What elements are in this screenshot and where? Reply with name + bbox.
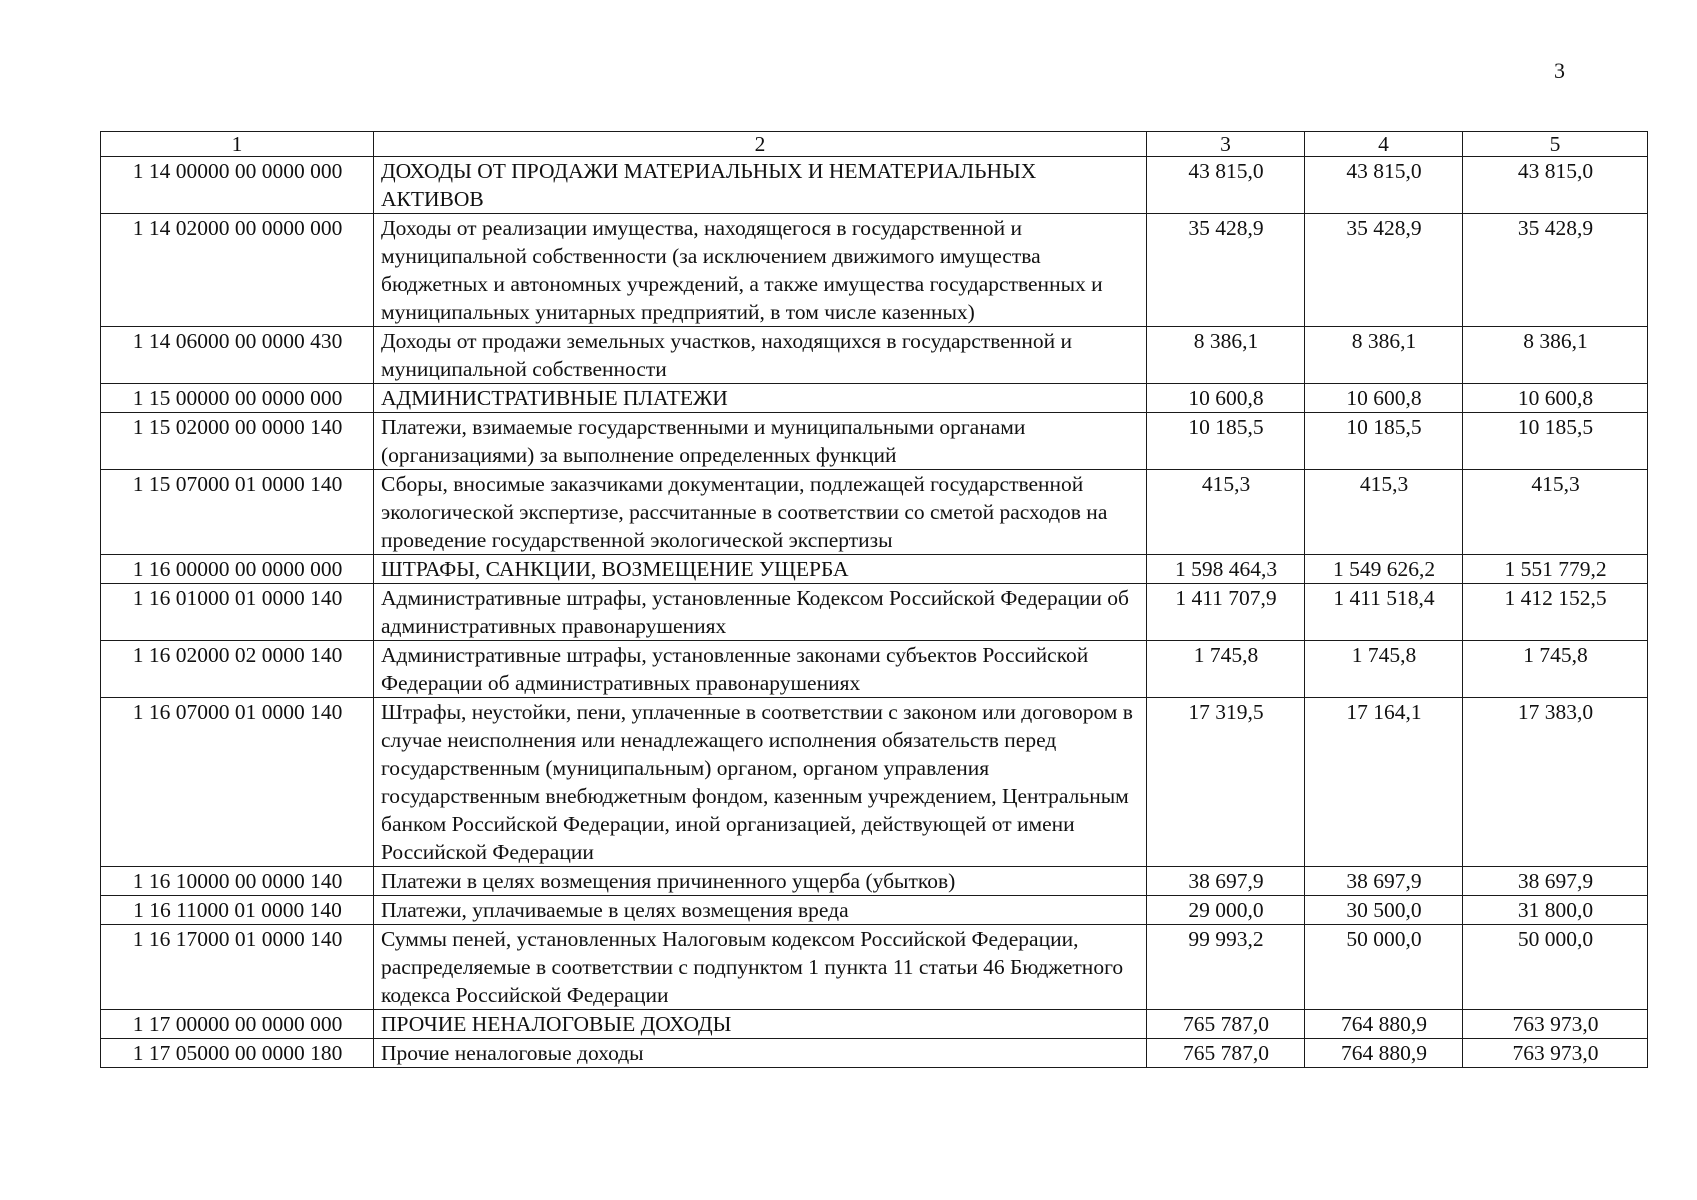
value-col-4-cell: 43 815,0 [1305, 157, 1463, 214]
table-row [101, 867, 1648, 896]
value-col-5-cell: 17 383,0 [1463, 698, 1648, 867]
value-col-3-cell: 10 600,8 [1147, 384, 1305, 413]
value-col-5-cell: 1 412 152,5 [1463, 584, 1648, 641]
value-col-4-cell: 1 745,8 [1305, 641, 1463, 698]
budget-code-cell: 1 14 00000 00 0000 000 [101, 157, 374, 214]
table-row [101, 1039, 1648, 1068]
value-col-4-cell: 10 185,5 [1305, 413, 1463, 470]
description-cell: АДМИНИСТРАТИВНЫЕ ПЛАТЕЖИ [374, 384, 1147, 413]
page-number: 3 [1554, 58, 1565, 83]
description-cell: Суммы пеней, установленных Налоговым кодексом Российской Федерации, распределяемые в соответствии с подпунктом 1 пункта 11 статьи 46 Бюджетного кодекса Российской Федерации [374, 925, 1147, 1010]
table-row [101, 896, 1648, 925]
value-col-4-cell: 30 500,0 [1305, 896, 1463, 925]
value-col-4-cell: 764 880,9 [1305, 1039, 1463, 1068]
value-col-4-cell: 10 600,8 [1305, 384, 1463, 413]
budget-code-cell: 1 16 10000 00 0000 140 [101, 867, 374, 896]
value-col-3-cell: 10 185,5 [1147, 413, 1305, 470]
budget-code-cell: 1 14 02000 00 0000 000 [101, 214, 374, 327]
value-col-5-cell: 8 386,1 [1463, 327, 1648, 384]
revenue-table [100, 131, 1648, 1068]
value-col-5-cell: 10 600,8 [1463, 384, 1648, 413]
description-cell: ДОХОДЫ ОТ ПРОДАЖИ МАТЕРИАЛЬНЫХ И НЕМАТЕРИАЛЬНЫХ АКТИВОВ [374, 157, 1147, 214]
value-col-4-cell: 17 164,1 [1305, 698, 1463, 867]
description-cell: ПРОЧИЕ НЕНАЛОГОВЫЕ ДОХОДЫ [374, 1010, 1147, 1039]
value-col-3-cell: 8 386,1 [1147, 327, 1305, 384]
budget-code-cell: 1 16 01000 01 0000 140 [101, 584, 374, 641]
value-col-5-cell: 10 185,5 [1463, 413, 1648, 470]
budget-code-cell: 1 16 07000 01 0000 140 [101, 698, 374, 867]
description-cell: Штрафы, неустойки, пени, уплаченные в соответствии с законом или договором в случае неисполнения или ненадлежащего исполнения обязательств перед государственным (муниципальным) органом, органом управления государственным внебюджетным фондом, казенным учреждением, Центральным банком Российской Федерации, иной организацией, действующей от имени Российской Федерации [374, 698, 1147, 867]
table-row [101, 214, 1648, 327]
value-col-4-cell: 415,3 [1305, 470, 1463, 555]
value-col-3-cell: 415,3 [1147, 470, 1305, 555]
value-col-3-cell: 38 697,9 [1147, 867, 1305, 896]
description-cell: Платежи, уплачиваемые в целях возмещения вреда [374, 896, 1147, 925]
value-col-5-cell: 38 697,9 [1463, 867, 1648, 896]
value-col-3-cell: 99 993,2 [1147, 925, 1305, 1010]
description-cell: Административные штрафы, установленные Кодексом Российской Федерации об административных правонарушениях [374, 584, 1147, 641]
header-row [101, 132, 1648, 157]
description-cell: Доходы от продажи земельных участков, находящихся в государственной и муниципальной собственности [374, 327, 1147, 384]
description-cell: Доходы от реализации имущества, находящегося в государственной и муниципальной собственности (за исключением движимого имущества бюджетных и автономных учреждений, а также имущества государственных и муниципальных унитарных предприятий, в том числе казенных) [374, 214, 1147, 327]
table-row [101, 384, 1648, 413]
description-cell: Административные штрафы, установленные законами субъектов Российской Федерации об административных правонарушениях [374, 641, 1147, 698]
budget-code-cell: 1 15 07000 01 0000 140 [101, 470, 374, 555]
value-col-5-cell: 50 000,0 [1463, 925, 1648, 1010]
table-row [101, 413, 1648, 470]
value-col-3-cell: 43 815,0 [1147, 157, 1305, 214]
table-row [101, 157, 1648, 214]
budget-code-cell: 1 15 02000 00 0000 140 [101, 413, 374, 470]
budget-code-cell: 1 16 00000 00 0000 000 [101, 555, 374, 584]
table-row [101, 1010, 1648, 1039]
value-col-3-cell: 765 787,0 [1147, 1039, 1305, 1068]
budget-code-cell: 1 17 00000 00 0000 000 [101, 1010, 374, 1039]
value-col-4-cell: 1 411 518,4 [1305, 584, 1463, 641]
value-col-5-cell: 1 551 779,2 [1463, 555, 1648, 584]
value-col-5-cell: 35 428,9 [1463, 214, 1648, 327]
value-col-4-cell: 35 428,9 [1305, 214, 1463, 327]
column-header-5: 5 [1463, 132, 1648, 157]
value-col-4-cell: 38 697,9 [1305, 867, 1463, 896]
description-cell: Сборы, вносимые заказчиками документации, подлежащей государственной экологической экспертизе, рассчитанные в соответствии со сметой расходов на проведение государственной экологической экспертизы [374, 470, 1147, 555]
value-col-4-cell: 764 880,9 [1305, 1010, 1463, 1039]
description-cell: Прочие неналоговые доходы [374, 1039, 1147, 1068]
table-row [101, 555, 1648, 584]
value-col-5-cell: 763 973,0 [1463, 1039, 1648, 1068]
value-col-5-cell: 1 745,8 [1463, 641, 1648, 698]
table-body [101, 157, 1648, 1068]
value-col-4-cell: 1 549 626,2 [1305, 555, 1463, 584]
value-col-3-cell: 765 787,0 [1147, 1010, 1305, 1039]
value-col-4-cell: 8 386,1 [1305, 327, 1463, 384]
table-row [101, 470, 1648, 555]
table-row [101, 327, 1648, 384]
budget-code-cell: 1 16 02000 02 0000 140 [101, 641, 374, 698]
value-col-3-cell: 17 319,5 [1147, 698, 1305, 867]
value-col-5-cell: 43 815,0 [1463, 157, 1648, 214]
value-col-5-cell: 31 800,0 [1463, 896, 1648, 925]
value-col-5-cell: 763 973,0 [1463, 1010, 1648, 1039]
column-header-3: 3 [1147, 132, 1305, 157]
budget-code-cell: 1 16 17000 01 0000 140 [101, 925, 374, 1010]
value-col-3-cell: 1 598 464,3 [1147, 555, 1305, 584]
budget-code-cell: 1 17 05000 00 0000 180 [101, 1039, 374, 1068]
value-col-5-cell: 415,3 [1463, 470, 1648, 555]
value-col-3-cell: 1 411 707,9 [1147, 584, 1305, 641]
column-header-2: 2 [374, 132, 1147, 157]
budget-code-cell: 1 14 06000 00 0000 430 [101, 327, 374, 384]
description-cell: ШТРАФЫ, САНКЦИИ, ВОЗМЕЩЕНИЕ УЩЕРБА [374, 555, 1147, 584]
value-col-3-cell: 1 745,8 [1147, 641, 1305, 698]
description-cell: Платежи, взимаемые государственными и муниципальными органами (организациями) за выполнение определенных функций [374, 413, 1147, 470]
value-col-3-cell: 29 000,0 [1147, 896, 1305, 925]
column-header-1: 1 [101, 132, 374, 157]
budget-code-cell: 1 16 11000 01 0000 140 [101, 896, 374, 925]
table-row [101, 584, 1648, 641]
table-row [101, 641, 1648, 698]
table-row [101, 698, 1648, 867]
value-col-4-cell: 50 000,0 [1305, 925, 1463, 1010]
table-row [101, 925, 1648, 1010]
value-col-3-cell: 35 428,9 [1147, 214, 1305, 327]
column-header-4: 4 [1305, 132, 1463, 157]
budget-code-cell: 1 15 00000 00 0000 000 [101, 384, 374, 413]
description-cell: Платежи в целях возмещения причиненного ущерба (убытков) [374, 867, 1147, 896]
